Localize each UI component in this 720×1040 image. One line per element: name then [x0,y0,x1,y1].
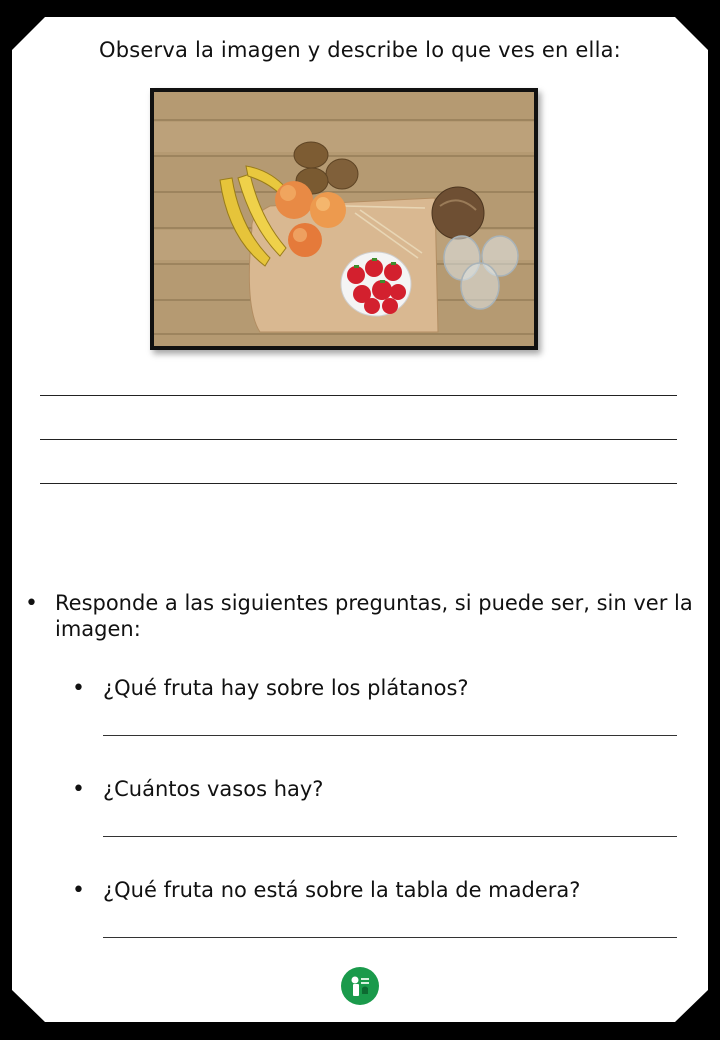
writing-line-2[interactable] [40,439,677,440]
bullet-marker: • [72,676,85,701]
bullet-marker: • [72,878,85,903]
bullet-marker: • [25,591,38,616]
answer-line-2[interactable] [103,836,677,837]
writing-line-3[interactable] [40,483,677,484]
question-2: ¿Cuántos vasos hay? [103,777,324,801]
writing-line-1[interactable] [40,395,677,396]
logo-icon [340,966,380,1006]
fruit-photo [150,88,538,350]
instruction-title: Observa la imagen y describe lo que ves en ella: [99,38,621,62]
answer-line-3[interactable] [103,937,677,938]
question-3: ¿Qué fruta no está sobre la tabla de madera? [103,878,581,902]
bullet-marker: • [72,777,85,802]
section-intro: Responde a las siguientes preguntas, si puede ser, sin ver la imagen: [55,591,693,641]
question-1: ¿Qué fruta hay sobre los plátanos? [103,676,469,700]
answer-line-1[interactable] [103,735,677,736]
